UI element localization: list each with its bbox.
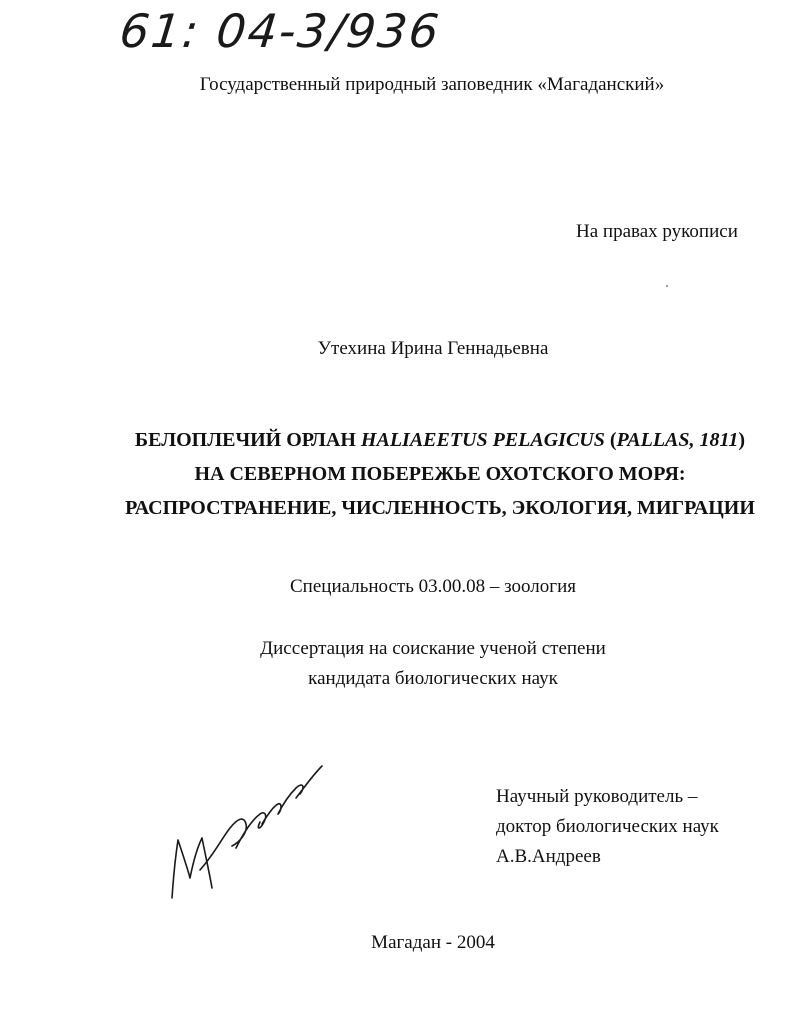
city-year: Магадан - 2004 <box>371 932 495 953</box>
rights-note: На правах рукописи <box>576 221 738 242</box>
degree-line-1: Диссертация на соискание ученой степени <box>260 638 606 659</box>
dissertation-title <box>0 423 794 525</box>
title-line-3: РАСПРОСТРАНЕНИЕ, ЧИСЛЕННОСТЬ, ЭКОЛОГИЯ, МИГРАЦИИ <box>125 497 755 519</box>
title-latin-name: HALIAEETUS PELAGICUS <box>360 429 605 451</box>
archive-code-handwritten: 61: 04-3/936 <box>117 4 444 58</box>
title-line-1-start: БЕЛОПЛЕЧИЙ ОРЛАН <box>134 429 361 451</box>
institution-name: Государственный природный заповедник «Магаданский» <box>199 74 665 95</box>
scientific-advisor <box>496 782 719 872</box>
title-authority: PALLAS, 1811 <box>616 429 739 451</box>
scan-speck <box>666 285 668 287</box>
handwritten-signature <box>160 758 330 908</box>
advisor-role: Научный руководитель – <box>496 786 698 807</box>
title-paren-close: ) <box>738 429 746 451</box>
title-line-2: НА СЕВЕРНОМ ПОБЕРЕЖЬЕ ОХОТСКОГО МОРЯ: <box>194 463 686 485</box>
title-line-1 <box>0 423 794 457</box>
advisor-name: А.В.Андреев <box>496 846 601 867</box>
specialty: Специальность 03.00.08 – зоология <box>290 576 576 597</box>
degree-statement <box>0 634 794 694</box>
advisor-degree: доктор биологических наук <box>496 816 719 837</box>
degree-line-2: кандидата биологических наук <box>308 668 558 689</box>
author-name: Утехина Ирина Геннадьевна <box>317 338 549 359</box>
title-paren-open: ( <box>604 429 617 451</box>
